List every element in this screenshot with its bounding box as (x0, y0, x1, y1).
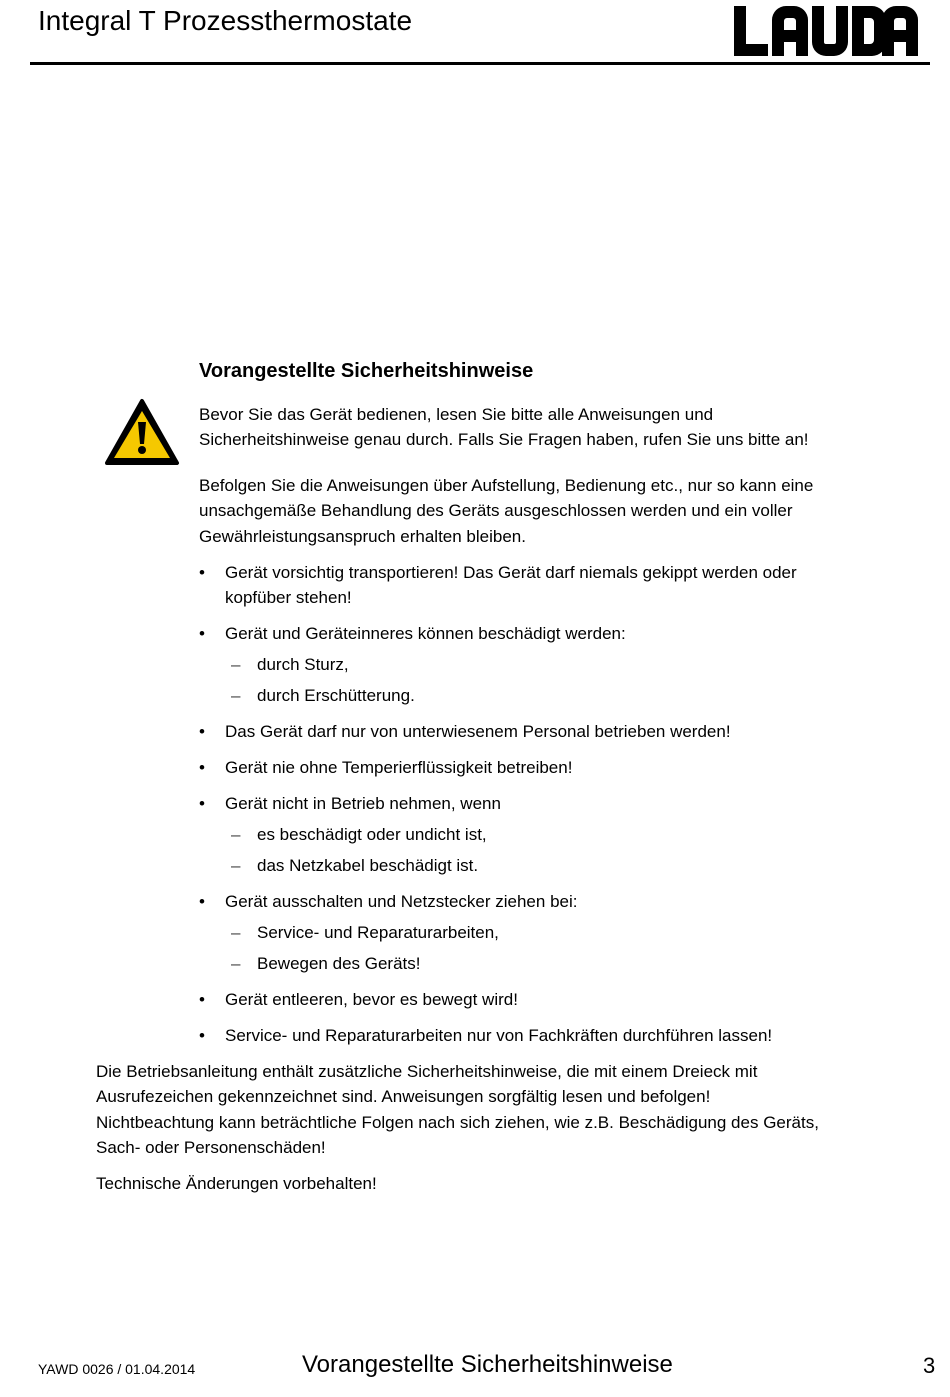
bullet-text: Gerät nie ohne Temperierflüssigkeit betreiben! (225, 758, 573, 777)
header-divider (30, 62, 930, 65)
closing-line: Ausrufezeichen gekennzeichnet sind. Anweisungen sorgfältig lesen und befolgen! (96, 1087, 711, 1106)
dash-mark: – (231, 954, 241, 973)
follow-line: Gewährleistungsanspruch erhalten bleiben. (199, 527, 526, 546)
bullet-mark: • (199, 990, 205, 1009)
technical-note: Technische Änderungen vorbehalten! (96, 1174, 377, 1193)
sub-text: durch Erschütterung. (257, 686, 415, 705)
dash-mark: – (231, 655, 241, 674)
bullet-mark: • (199, 722, 205, 741)
bullet-mark: • (199, 563, 205, 582)
dash-mark: – (231, 686, 241, 705)
dash-mark: – (231, 923, 241, 942)
follow-line: unsachgemäße Behandlung des Geräts ausgeschlossen werden und ein voller (199, 501, 793, 520)
bullet-text: Gerät vorsichtig transportieren! Das Gerät darf niemals gekippt werden oder (225, 563, 797, 582)
intro-line: Sicherheitshinweise genau durch. Falls Sie Fragen haben, rufen Sie uns bitte an! (199, 430, 809, 449)
bullet-text: Gerät entleeren, bevor es bewegt wird! (225, 990, 518, 1009)
dash-mark: – (231, 825, 241, 844)
follow-line: Befolgen Sie die Anweisungen über Aufstellung, Bedienung etc., nur so kann eine (199, 476, 814, 495)
closing-line: Die Betriebsanleitung enthält zusätzliche Sicherheitshinweise, die mit einem Dreieck mit (96, 1062, 758, 1081)
bullet-text: Das Gerät darf nur von unterwiesenem Personal betrieben werden! (225, 722, 731, 741)
sub-text: Bewegen des Geräts! (257, 954, 421, 973)
intro-line: Bevor Sie das Gerät bedienen, lesen Sie bitte alle Anweisungen und (199, 405, 714, 424)
footer-section-title: Vorangestellte Sicherheitshinweise (302, 1351, 673, 1378)
sub-text: es beschädigt oder undicht ist, (257, 825, 487, 844)
warning-icon (104, 398, 180, 466)
sub-text: das Netzkabel beschädigt ist. (257, 856, 479, 875)
footer-doc-code: YAWD 0026 / 01.04.2014 (38, 1361, 196, 1377)
closing-line: Sach- oder Personenschäden! (96, 1138, 326, 1157)
document-title: Integral T Prozessthermostate (38, 5, 413, 36)
page-number: 3 (923, 1353, 936, 1378)
bullet-mark: • (199, 892, 205, 911)
logo-text: LAUDA (732, 6, 736, 7)
section-title: Vorangestellte Sicherheitshinweise (199, 360, 534, 382)
bullet-mark: • (199, 794, 205, 813)
bullet-mark: • (199, 1026, 205, 1045)
bullet-text: Gerät nicht in Betrieb nehmen, wenn (225, 794, 501, 813)
closing-line: Nichtbeachtung kann beträchtliche Folgen nach sich ziehen, wie z.B. Beschädigung des Geräts, (96, 1113, 819, 1132)
dash-mark: – (231, 856, 241, 875)
sub-text: durch Sturz, (257, 655, 349, 674)
lauda-logo (732, 6, 920, 56)
sub-text: Service- und Reparaturarbeiten, (257, 923, 499, 942)
bullet-text: kopfüber stehen! (225, 588, 352, 607)
bullet-mark: • (199, 624, 205, 643)
bullet-mark: • (199, 758, 205, 777)
bullet-text: Gerät ausschalten und Netzstecker ziehen bei: (225, 892, 578, 911)
bullet-text: Gerät und Geräteinneres können beschädigt werden: (225, 624, 626, 643)
bullet-text: Service- und Reparaturarbeiten nur von Fachkräften durchführen lassen! (225, 1026, 773, 1045)
